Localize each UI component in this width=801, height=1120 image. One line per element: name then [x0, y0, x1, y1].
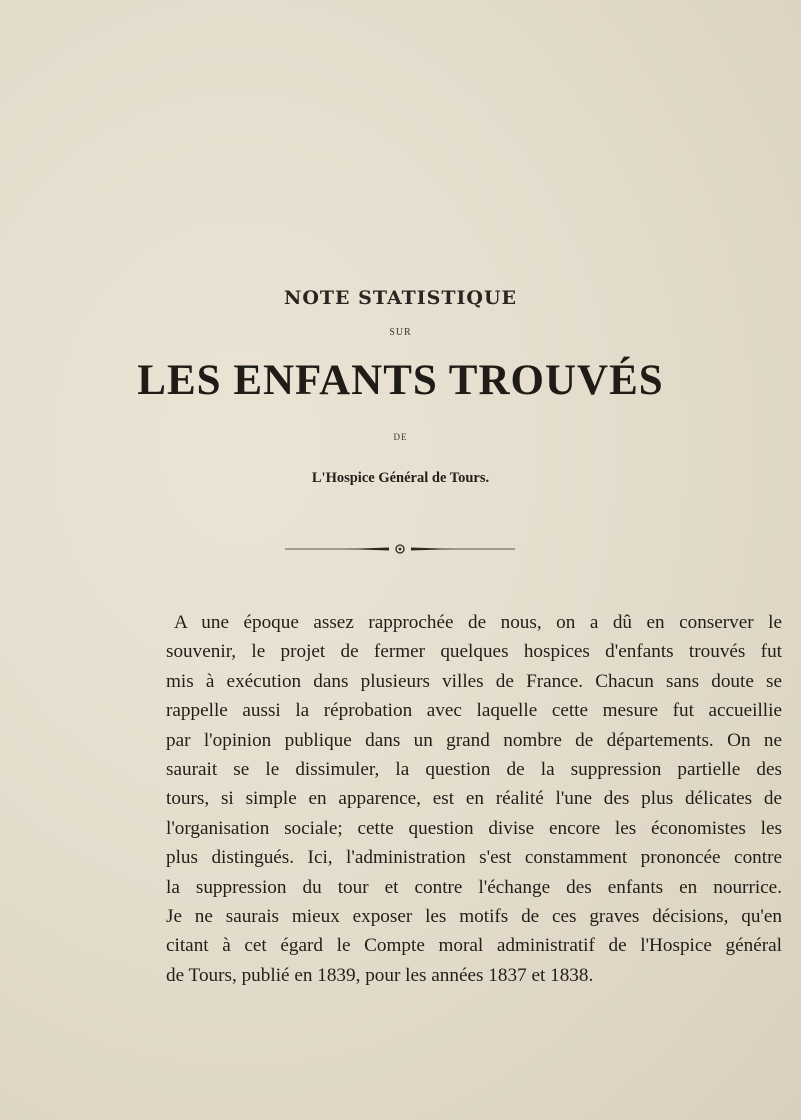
- main-title: LES ENFANTS TROUVÉS: [137, 357, 664, 404]
- body-line: souvenir, le projet de fermer quelques hospices d'enfants trouvés fut: [166, 641, 782, 663]
- body-line: la suppression du tour et contre l'échange des enfants en nourrice.: [166, 876, 782, 898]
- body-line: saurait se le dissimuler, la question de la suppression partielle des: [166, 759, 782, 781]
- body-line: Je ne saurais mieux exposer les motifs de ces graves décisions, qu'en: [166, 906, 782, 928]
- body-line: citant à cet égard le Compte moral administratif de l'Hospice général: [166, 935, 782, 957]
- body-line: l'organisation sociale; cette question divise encore les économistes les: [166, 817, 782, 839]
- sur-label: SUR: [389, 327, 412, 338]
- blackletter-title: NOTE STATISTIQUE: [283, 287, 518, 309]
- body-paragraph: [166, 608, 782, 990]
- body-line: rappelle aussi la réprobation avec laquelle cette mesure fut accueillie: [166, 700, 782, 722]
- body-line: de Tours, publié en 1839, pour les années 1837 et 1838.: [166, 964, 594, 986]
- body-line: mis à exécution dans plusieurs villes de France. Chacun sans doute se: [166, 670, 782, 692]
- subtitle: L'Hospice Général de Tours.: [311, 470, 490, 486]
- de-label: DE: [393, 432, 408, 442]
- body-line: tours, si simple en apparence, est en réalité l'une des plus délicates de: [166, 788, 782, 810]
- ornament-divider: [285, 541, 515, 557]
- body-line: A une époque assez rapprochée de nous, on a dû en conserver le: [174, 612, 782, 633]
- body-line: plus distingués. Ici, l'administration s'est constamment prononcée contre: [166, 847, 782, 869]
- body-line: par l'opinion publique dans un grand nombre de départements. On ne: [166, 729, 782, 751]
